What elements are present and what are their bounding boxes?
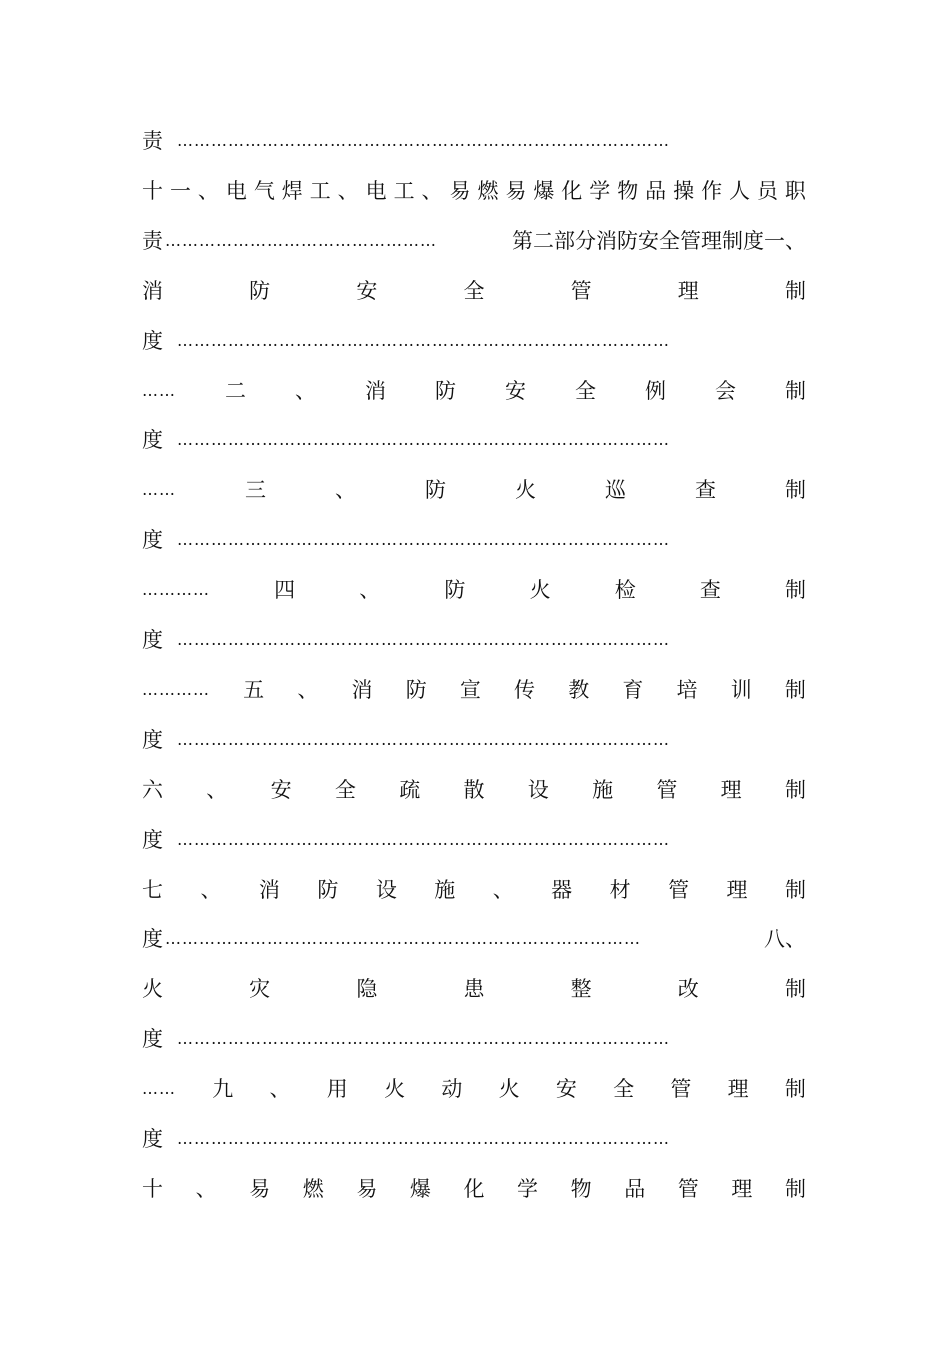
- text-line: [142, 924, 806, 954]
- line-character: 制: [784, 1177, 806, 1201]
- line-character: 电: [365, 179, 387, 203]
- dot-leader: ……………………………………………………………………………: [177, 430, 670, 449]
- line-character: 火: [142, 977, 163, 1001]
- line-character: 工: [309, 179, 331, 203]
- line-character: 改: [677, 977, 699, 1001]
- line-character: 例: [645, 379, 666, 403]
- line-character: 职: [784, 179, 806, 203]
- line-character: 、: [337, 179, 359, 203]
- text-line: [142, 1124, 806, 1154]
- line-character: 全: [613, 1077, 635, 1101]
- line-character: 管: [656, 778, 678, 802]
- line-character: 防: [444, 578, 466, 602]
- line-character: 宣: [459, 678, 481, 702]
- line-character: 火: [515, 478, 536, 502]
- text-line: [142, 725, 806, 755]
- line-character: 爆: [533, 179, 555, 203]
- dot-leader: ……………………………………………………………………………: [177, 830, 670, 849]
- line-head: 度: [142, 927, 163, 951]
- text-line: [142, 525, 806, 555]
- line-character: 管: [677, 1177, 699, 1201]
- line-character: 七: [142, 878, 163, 902]
- line-character: 易: [356, 1177, 378, 1201]
- line-character: 二: [225, 379, 246, 403]
- line-character: 火: [498, 1077, 520, 1101]
- text-line: [142, 1074, 806, 1104]
- text-line: [142, 425, 806, 455]
- line-character: 物: [617, 179, 639, 203]
- line-character: 查: [699, 578, 721, 602]
- line-character: 易: [249, 1177, 271, 1201]
- line-character: 制: [784, 977, 806, 1001]
- line-character: 整: [570, 977, 592, 1001]
- line-character: 、: [197, 179, 219, 203]
- dot-leader: ……………………………………………………………………………: [177, 131, 670, 150]
- line-character: 品: [624, 1177, 646, 1201]
- line-character: 查: [695, 478, 716, 502]
- line-character: 全: [334, 778, 356, 802]
- line-character: 四: [274, 578, 296, 602]
- line-character: 制: [784, 578, 806, 602]
- line-character: 器: [551, 878, 573, 902]
- line-head: 责: [142, 129, 163, 153]
- text-line: [142, 176, 806, 206]
- line-character: 设: [375, 878, 397, 902]
- text-line: [142, 326, 806, 356]
- line-character: 消: [351, 678, 373, 702]
- line-character: 气: [253, 179, 275, 203]
- line-character: 理: [720, 778, 742, 802]
- line-head: 度: [142, 428, 163, 452]
- line-character: 用: [326, 1077, 348, 1101]
- line-character: 制: [784, 279, 806, 303]
- text-line: [142, 575, 806, 605]
- line-character: 理: [726, 878, 748, 902]
- line-character: 物: [570, 1177, 592, 1201]
- line-head: 责: [142, 229, 163, 253]
- line-character: 灾: [249, 977, 271, 1001]
- line-tail: 第二部分消防安全管理制度一、: [512, 229, 806, 253]
- line-character: 防: [435, 379, 456, 403]
- text-line: [142, 376, 806, 406]
- line-character: 燃: [302, 1177, 324, 1201]
- dot-leader: ……………………………………………………………………………: [177, 530, 670, 549]
- line-character: 管: [670, 1077, 692, 1101]
- line-character: 十: [142, 1177, 163, 1201]
- line-character: ……: [142, 381, 176, 400]
- text-line: [142, 1174, 806, 1204]
- line-character: 动: [441, 1077, 463, 1101]
- text-line: [142, 1024, 806, 1054]
- line-character: 制: [784, 778, 806, 802]
- line-character: ……: [142, 480, 176, 499]
- line-character: 易: [505, 179, 527, 203]
- line-character: 防: [317, 878, 339, 902]
- line-character: 作: [701, 179, 723, 203]
- line-character: 全: [575, 379, 596, 403]
- line-character: 管: [668, 878, 690, 902]
- line-head: 度: [142, 828, 163, 852]
- line-head: 度: [142, 329, 163, 353]
- line-head: 度: [142, 728, 163, 752]
- line-character: 学: [589, 179, 611, 203]
- line-head: 度: [142, 1127, 163, 1151]
- line-character: 理: [677, 279, 699, 303]
- line-tail: 八、: [764, 927, 806, 951]
- text-line: [142, 825, 806, 855]
- line-character: …………: [142, 580, 210, 599]
- line-character: 爆: [409, 1177, 431, 1201]
- line-character: 施: [434, 878, 456, 902]
- line-character: 会: [715, 379, 736, 403]
- text-line: [142, 475, 806, 505]
- line-character: 、: [195, 1177, 217, 1201]
- line-character: 散: [463, 778, 485, 802]
- line-character: 制: [784, 1077, 806, 1101]
- line-character: 、: [335, 478, 356, 502]
- line-character: 焊: [281, 179, 303, 203]
- text-line: [142, 775, 806, 805]
- line-character: 、: [492, 878, 514, 902]
- dot-leader: …………………………………………: [165, 231, 437, 250]
- line-character: …………: [142, 680, 210, 699]
- dot-leader: ……………………………………………………………………………: [177, 1129, 670, 1148]
- line-character: 操: [673, 179, 695, 203]
- line-character: 制: [785, 478, 806, 502]
- line-character: 化: [561, 179, 583, 203]
- line-character: 教: [568, 678, 590, 702]
- line-character: 防: [425, 478, 446, 502]
- line-character: 五: [243, 678, 265, 702]
- line-character: 电: [225, 179, 247, 203]
- line-character: 品: [645, 179, 667, 203]
- line-character: 防: [405, 678, 427, 702]
- line-character: 隐: [356, 977, 378, 1001]
- line-character: 学: [517, 1177, 539, 1201]
- text-line: [142, 226, 806, 256]
- line-character: 理: [731, 1177, 753, 1201]
- line-character: 、: [295, 379, 316, 403]
- line-character: 六: [142, 778, 163, 802]
- text-line: [142, 276, 806, 306]
- line-character: 传: [514, 678, 536, 702]
- line-character: 安: [505, 379, 526, 403]
- line-character: 全: [463, 279, 485, 303]
- line-character: 化: [463, 1177, 485, 1201]
- line-character: 、: [200, 878, 222, 902]
- line-character: 、: [269, 1077, 291, 1101]
- line-character: 一: [169, 179, 191, 203]
- dot-leader: ……………………………………………………………………………: [177, 1029, 670, 1048]
- line-character: 巡: [605, 478, 626, 502]
- text-line: [142, 126, 806, 156]
- line-character: 检: [614, 578, 636, 602]
- line-character: 疏: [399, 778, 421, 802]
- line-character: 消: [365, 379, 386, 403]
- line-character: 防: [249, 279, 271, 303]
- line-character: ……: [142, 1079, 176, 1098]
- text-line: [142, 625, 806, 655]
- line-character: 育: [622, 678, 644, 702]
- line-character: 制: [785, 379, 806, 403]
- line-character: 制: [784, 678, 806, 702]
- line-character: 、: [206, 778, 228, 802]
- line-character: 、: [359, 578, 381, 602]
- text-line: [142, 875, 806, 905]
- line-character: 九: [212, 1077, 234, 1101]
- line-character: 工: [393, 179, 415, 203]
- line-character: 施: [592, 778, 614, 802]
- line-character: 易: [449, 179, 471, 203]
- line-character: 材: [609, 878, 631, 902]
- text-line: [142, 974, 806, 1004]
- line-character: 三: [245, 478, 266, 502]
- line-character: 理: [727, 1077, 749, 1101]
- line-head: 度: [142, 628, 163, 652]
- line-character: 训: [730, 678, 752, 702]
- dot-leader: ……………………………………………………………………………: [177, 630, 670, 649]
- line-character: 十: [142, 179, 163, 203]
- line-character: 安: [555, 1077, 577, 1101]
- line-character: 制: [784, 878, 806, 902]
- line-head: 度: [142, 528, 163, 552]
- line-character: 燃: [477, 179, 499, 203]
- line-character: 、: [297, 678, 319, 702]
- text-line: [142, 675, 806, 705]
- line-character: 消: [142, 279, 163, 303]
- line-character: 火: [529, 578, 551, 602]
- line-character: 安: [356, 279, 378, 303]
- line-character: 管: [570, 279, 592, 303]
- line-character: 消: [258, 878, 280, 902]
- line-character: 火: [384, 1077, 406, 1101]
- line-character: 设: [527, 778, 549, 802]
- line-character: 人: [729, 179, 751, 203]
- line-head: 度: [142, 1027, 163, 1051]
- line-character: 患: [463, 977, 485, 1001]
- line-character: 安: [270, 778, 292, 802]
- line-character: 培: [676, 678, 698, 702]
- dot-leader: …………………………………………………………………………: [165, 929, 641, 948]
- dot-leader: ……………………………………………………………………………: [177, 331, 670, 350]
- line-character: 、: [421, 179, 443, 203]
- dot-leader: ……………………………………………………………………………: [177, 730, 670, 749]
- line-character: 员: [756, 179, 778, 203]
